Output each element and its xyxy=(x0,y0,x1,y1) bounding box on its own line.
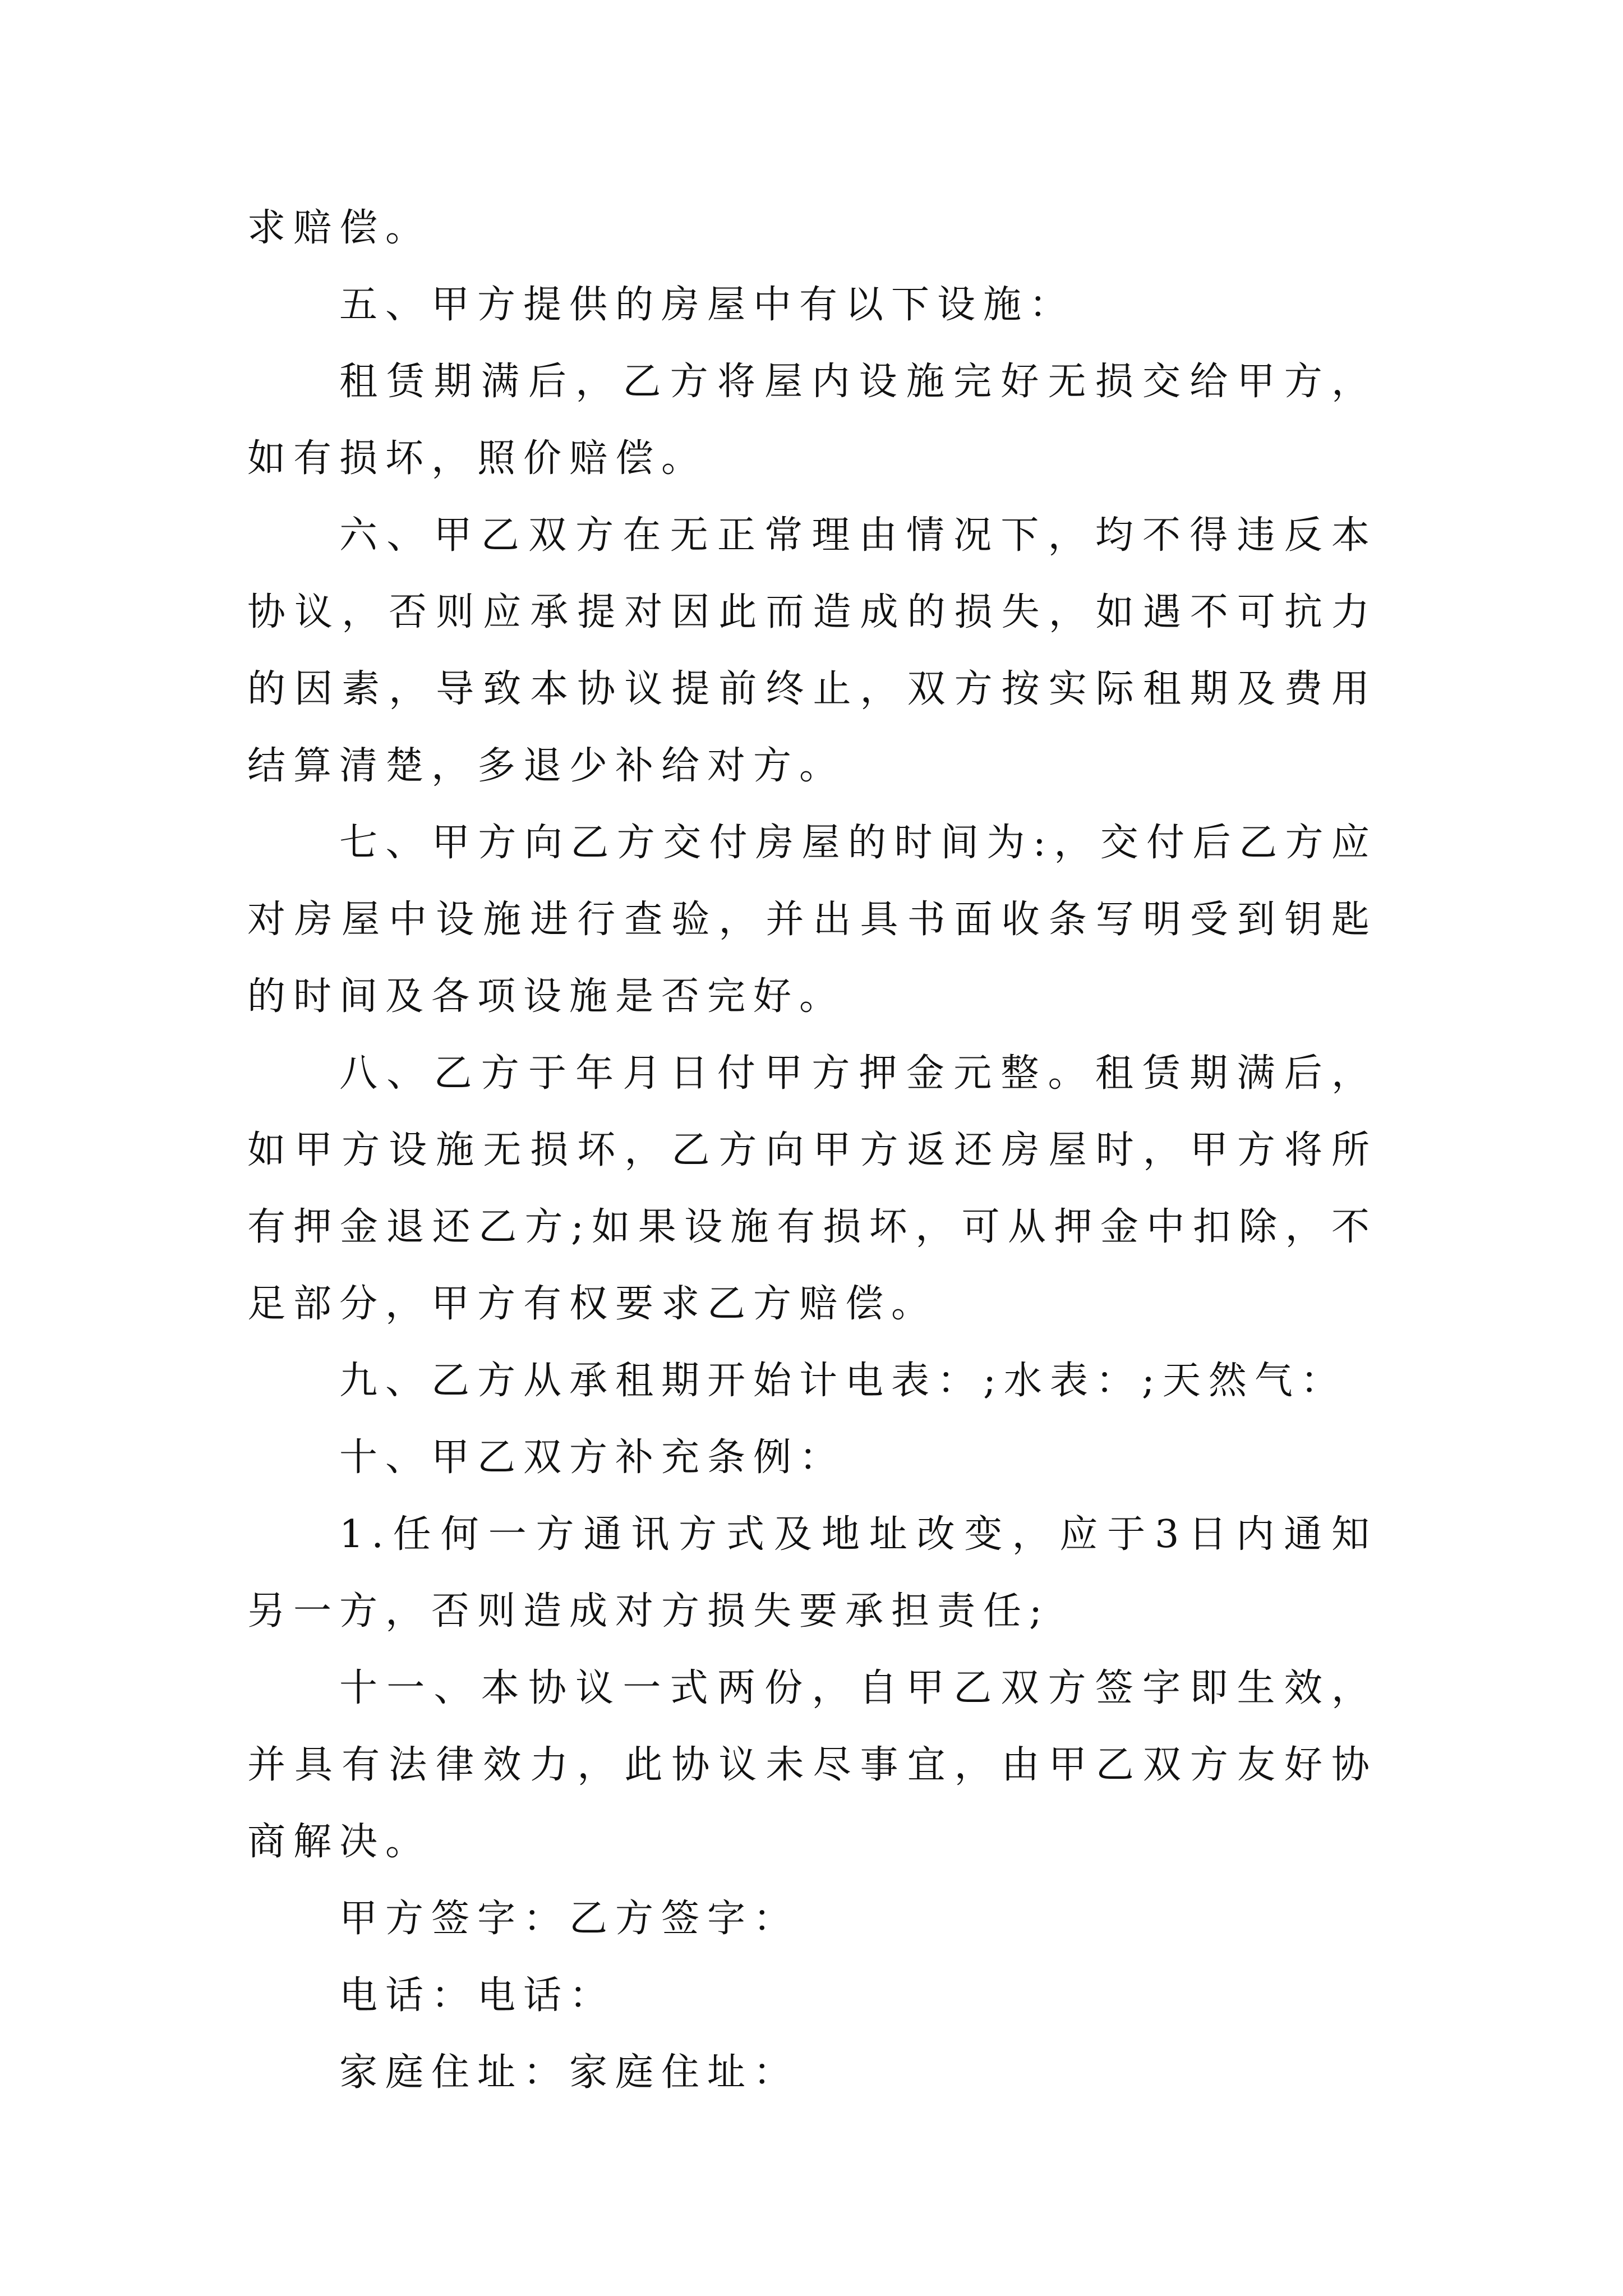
paragraph-clause-7: 七、甲方向乙方交付房屋的时间为:，交付后乙方应对房屋中设施进行查验，并出具书面收条写明受到钥匙的时间及各项设施是否完好。 xyxy=(247,821,1377,1019)
paragraph-clause-11: 十一、本协议一式两份，自甲乙双方签字即生效，并具有法律效力，此协议未尽事宜，由甲乙双方友好协商解决。 xyxy=(247,1666,1377,1864)
document-body xyxy=(247,190,1377,2111)
paragraph-clause-10-item-1: 1.任何一方通讯方式及地址改变，应于3日内通知另一方，否则造成对方损失要承担责任; xyxy=(247,1512,1377,1634)
paragraph-clause-5: 五、甲方提供的房屋中有以下设施： xyxy=(339,283,1076,327)
paragraph-clause-9: 九、乙方从承租期开始计电表：;水表：;天然气： xyxy=(339,1359,1347,1403)
paragraph-clause-6: 六、甲乙双方在无正常理由情况下，均不得违反本协议，否则应承提对因此而造成的损失，如遇不可抗力的因素，导致本协议提前终止，双方按实际租期及费用结算清楚，多退少补给对方。 xyxy=(247,513,1377,788)
address-line: 家庭住址：家庭住址： xyxy=(339,2050,800,2095)
signature-line: 甲方签字：乙方签字： xyxy=(339,1897,800,1941)
paragraph-continuation: 求赔偿。 xyxy=(247,206,432,250)
phone-line: 电话：电话： xyxy=(339,1973,616,2018)
paragraph-clause-5-detail: 租赁期满后，乙方将屋内设施完好无损交给甲方，如有损坏，照价赔偿。 xyxy=(247,360,1377,481)
paragraph-clause-10: 十、甲乙双方补充条例： xyxy=(339,1435,846,1480)
paragraph-clause-8: 八、乙方于年月日付甲方押金元整。租赁期满后，如甲方设施无损坏，乙方向甲方返还房屋时，甲方将所有押金退还乙方;如果设施有损坏，可从押金中扣除，不足部分，甲方有权要求乙方赔偿。 xyxy=(247,1051,1377,1326)
